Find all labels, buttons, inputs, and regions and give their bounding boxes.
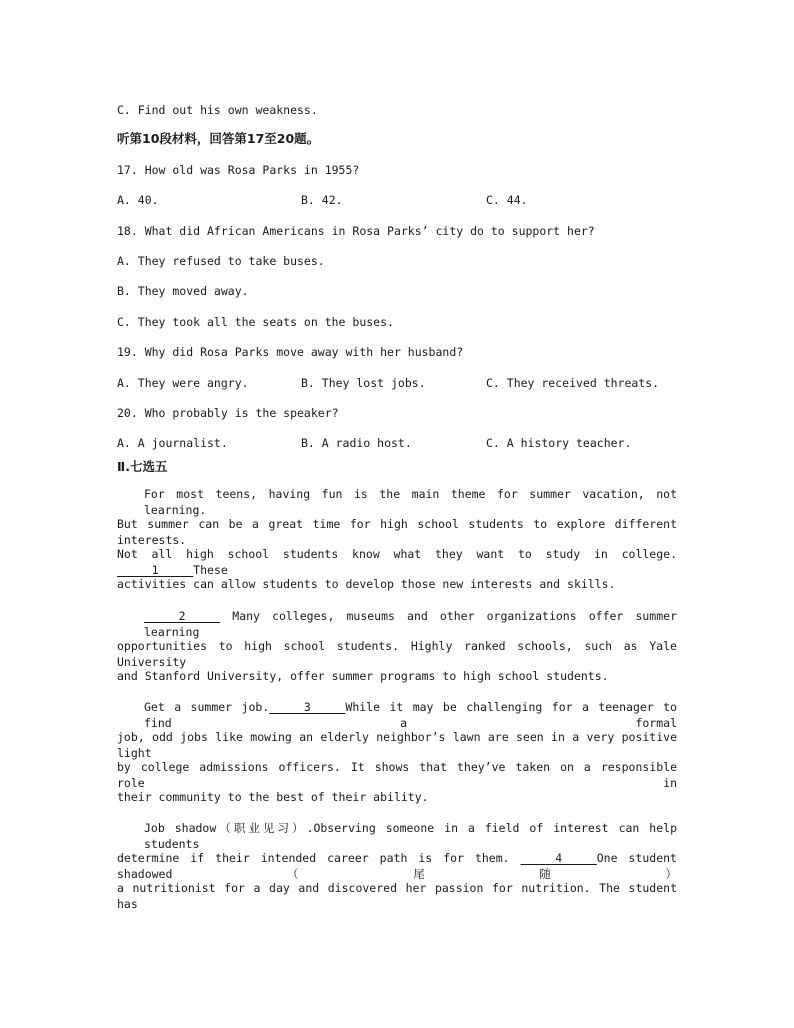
blank-1[interactable]: 1 — [117, 563, 194, 577]
part2-heading: Ⅱ.七选五 — [117, 459, 168, 474]
paragraph-2 — [117, 608, 677, 684]
option-c: C. 44. — [486, 193, 528, 207]
paragraph-line: But summer can be a great time for high school students to explore different interests. — [117, 517, 677, 547]
paragraph-line: their community to the best of their ability. — [117, 790, 429, 804]
paragraph-line: and Stanford University, offer summer programs to high school students. — [117, 669, 609, 683]
option-b: B. 42. — [301, 193, 343, 207]
option-a: A. They refused to take buses. — [117, 254, 325, 268]
paragraph-line: activities can allow students to develop those new interests and skills. — [117, 577, 616, 591]
option-c: C. They received threats. — [486, 376, 660, 390]
option-b: B. A radio host. — [301, 436, 412, 450]
paragraph-4 — [117, 820, 677, 911]
paragraph-line: by college admissions officers. It shows that they’ve taken on a responsible role in — [117, 760, 677, 790]
option-c: C. A history teacher. — [486, 436, 632, 450]
paragraph-line: 2 Many colleges, museums and other organizations offer summer learning — [144, 609, 677, 639]
blank-4[interactable]: 4 — [520, 851, 597, 865]
paragraph-line: a nutritionist for a day and discovered her passion for nutrition. The student has — [117, 881, 677, 911]
question-stem: 17. How old was Rosa Parks in 1955? — [117, 163, 360, 177]
paragraph-line: Not all high school students know what they want to study in college. 1 These — [117, 547, 677, 577]
option-b: B. They lost jobs. — [301, 376, 426, 390]
option-b: B. They moved away. — [117, 284, 249, 298]
question-stem: 18. What did African Americans in Rosa Parks’ city do to support her? — [117, 224, 595, 238]
paragraph-line: opportunities to high school students. Highly ranked schools, such as Yale University — [117, 639, 677, 669]
paragraph-1 — [117, 486, 677, 592]
question-stem: 19. Why did Rosa Parks move away with her husband? — [117, 345, 464, 359]
q16-option-c: C. Find out his own weakness. — [117, 103, 318, 117]
option-c: C. They took all the seats on the buses. — [117, 315, 394, 329]
option-a: A. They were angry. — [117, 376, 249, 390]
paragraph-line: determine if their intended career path is for them. 4 One student shadowed（尾随） — [117, 851, 677, 881]
paragraph-3 — [117, 699, 677, 805]
paragraph-line: For most teens, having fun is the main theme for summer vacation, not learning. — [144, 487, 677, 517]
question-stem: 20. Who probably is the speaker? — [117, 406, 339, 420]
option-a: A. A journalist. — [117, 436, 228, 450]
option-a: A. 40. — [117, 193, 159, 207]
paragraph-line: Job shadow（职业见习）.Observing someone in a field of interest can help students — [144, 821, 677, 851]
blank-3[interactable]: 3 — [269, 700, 346, 714]
section-heading: 听第10段材料，回答第17至20题。 — [117, 131, 320, 146]
paragraph-line: Get a summer job. 3 While it may be challenging for a teenager to find a formal — [144, 700, 677, 730]
blank-2[interactable]: 2 — [144, 609, 221, 623]
paragraph-line: job, odd jobs like mowing an elderly neighbor’s lawn are seen in a very positive light — [117, 730, 677, 760]
